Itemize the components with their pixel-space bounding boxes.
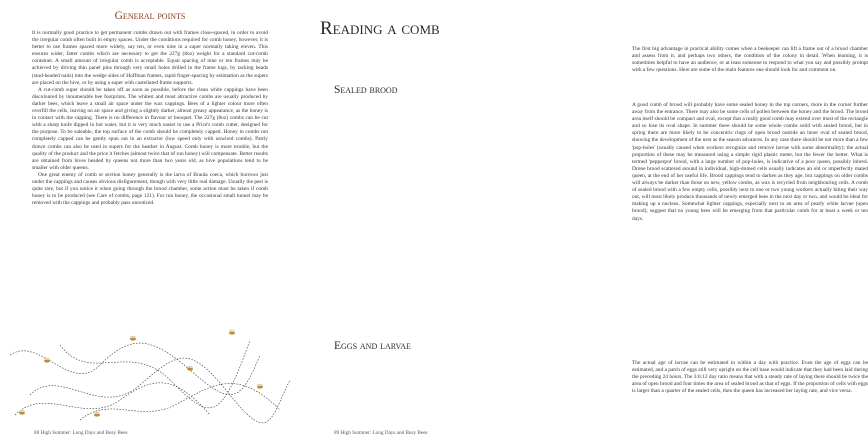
intro-text xyxy=(632,46,868,74)
left-body-text xyxy=(32,30,268,207)
general-points-heading: General points xyxy=(114,10,186,22)
reading-a-comb-heading: Reading a comb xyxy=(320,18,440,39)
flight-path-4 xyxy=(15,383,210,415)
bee-flight-illustration xyxy=(0,325,300,430)
right-page xyxy=(300,0,868,448)
left-paragraph-1: It is normally good practice to get permanent combs drawn out with frames close-spaced, in order to avoid the irregular comb often built in empty spaces. Under the conditions required for comb honey, however, it is better to use frames spaced more widely, say ten, or even nine in a super normally taking eleven. This ensures wider, fatter combs which are necessary to get the 227g (8oz) weight for a standard cut-comb container. A small amount of irregular comb is acceptable. Equal spacing of nine or ten frames may be achieved by driving thin panel pins through very small holes drilled in the frame lugs, by tacking beads (stud-headed nails) into the wedge sides of Hoffman frames, rapid finger-spacing by estimation as the supers are placed on the hive, or by using a super with castellated frame supports. xyxy=(32,30,268,86)
eggs-and-larvae-text xyxy=(632,360,868,395)
left-page-footer: 88 High Summer: Long Days and Busy Bees xyxy=(34,430,128,436)
sealed-brood-paragraph: A good comb of brood will probably have some sealed honey in the top corners, more in the corner further away from the entrance. There may also be some cells of pollen between the honey and the brood. The brood area itself should be compact and oval, except that a really good comb may extend over most of the rectangle and so lose its oval shape. In summer there should be some whole combs solid with sealed brood, but in spring there are more likely to be concentric rings of open brood outside an inner oval of sealed brood, showing the development of the nest as the season advances. In any case there should be not more than a few 'pop-holes' (usually caused when workers recognize and remove larvae with some abnormality); the actual proportion of these may be measured using a simple rigid plastic meter, but the fewer the better. What is termed 'pepperpot' brood, with a large number of pop-holes, is indicative of a poor queen, possibly inbred. Drone brood scattered around in individual, high-domed cells usually indicates an old or imperfectly mated queen, at the end of her useful life. Brood cappings tend to darken as they age, but cappings on older combs will always be darker than those on new, yellow combs, as wax is recycled from neighbouring cells. A comb of sealed brood with a few empty cells, possibly next to one or two young workers actually biting their way out, will most likely produce thousands of newly emerged bees in the next day or two, and would be ideal for making up a nucleus. Somewhat lighter cappings, especially next to an area of pearly white larvae (open brood), suggest that no young bees will be emerging from that particular comb for at least a week or ten days. xyxy=(632,102,868,222)
flight-path-5 xyxy=(80,383,280,420)
bee-icon xyxy=(94,412,100,417)
bee-icon xyxy=(187,366,193,371)
bee-icon xyxy=(257,384,263,389)
bee-icon xyxy=(130,336,136,341)
left-page xyxy=(0,0,300,448)
sealed-brood-heading: Sealed brood xyxy=(334,84,398,96)
right-page-footer: 89 High Summer: Long Days and Busy Bees xyxy=(334,430,428,436)
bee-icon xyxy=(229,330,235,335)
intro-paragraph: The first big advantage in practical ability comes when a beekeeper can lift a frame out of a brood chamber and assess from it, and perhaps two others, the condition of the colony in detail. When learning, it is sometimes helpful to have an audience, or at least someone to respond to what you say and possibly prompt with a few questions. Here are some of the main features one should look for and comment on. xyxy=(632,46,868,74)
left-paragraph-2: A cut-comb super should be taken off as soon as possible, before the clean white cappings have been discoloured by innumerable bee footprints. The whitest and most attractive combs are usually produced by darker bees, which leave a small air space under the wax cappings. Bees of a lighter colour more often overfill the cells, leaving no air space and giving a slightly darker, almost greasy appearance, as the honey is in contact with the capping. There is no difference in flavour or bouquet. The 227g (8oz) combs can be cut with a sharp knife dipped in hot water, but it is very much easier to use a Price's comb cutter, designed for the purpose. To be saleable, the top surface of the comb should be completely capped. Honey in combs not completely capped can be gently spun out in an extractor (low speed only with unwired combs). Partly drawn combs can also be used in supers for the heather in August. Comb honey is more trouble, but the quality of the product and the price it fetches (almost twice that of run honey) will compensate. Better results are obtained from hives headed by queens not more than two years old, as hive populations tend to be smaller with older queens. xyxy=(32,86,268,171)
eggs-and-larvae-heading: Eggs and larvae xyxy=(334,340,411,352)
bee-icon xyxy=(19,410,25,415)
bee-icons xyxy=(19,330,263,417)
bee-icon xyxy=(44,358,50,363)
flight-path-2 xyxy=(30,358,290,423)
left-paragraph-3: One great enemy of comb or section honey generally is the larva of Braula coeca, which burrows just under the cappings and causes obvious disfigurement, though with very little real damage. Usually the pest is quite rare, but if you notice it when going through the brood chamber, some action must be taken if comb honey is to be produced (see Care of combs, page 121). For run honey, the occasional small tunnel may be removed with the cappings and probably pass unnoticed. xyxy=(32,171,268,207)
sealed-brood-text xyxy=(632,102,868,223)
eggs-and-larvae-paragraph: The actual age of larvae can be estimated to within a day with practice. Even the age of eggs can be estimated, and a patch of eggs still very upright on the cell base would indicate that they had been laid during the preceding 24 hours. The 3:6:12 day ratio means that with a steady rate of laying there should be twice the area of open brood and four times the area of sealed brood as that of eggs. If the proportion of cells with eggs is larger than a quarter of the sealed cells, then the queen has increased her laying rate, and vice versa. xyxy=(632,360,868,395)
flight-path-3 xyxy=(60,340,250,408)
flight-path-1 xyxy=(10,343,260,395)
